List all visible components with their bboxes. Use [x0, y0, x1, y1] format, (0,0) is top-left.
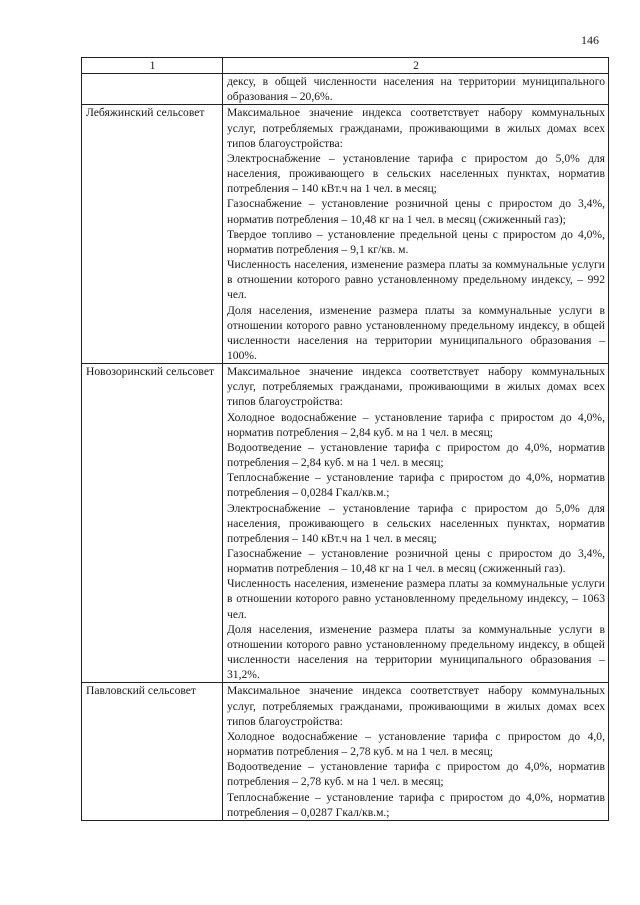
description-cell — [223, 683, 609, 820]
paragraph: Холодное водоснабжение – установление тарифа с приростом до 4,0%, норматив потребления – 2,84 куб. м на 1 чел. в месяц; — [227, 410, 605, 439]
paragraph: Твердое топливо – установление предельной цены с приростом до 4,0%, норматив потребления – 9,1 кг/кв. м. — [227, 227, 605, 256]
paragraph: Максимальное значение индекса соответствует набору коммунальных услуг, потребляемых гражданами, проживающими в жилых домах всех типов благоустройства: — [227, 365, 605, 409]
paragraph: Электроснабжение – установление тарифа с приростом до 5,0% для населения, проживающего в сельских населенных пунктах, норматив потребления – 140 кВт.ч на 1 чел. в месяц; — [227, 501, 605, 545]
table-row — [82, 683, 609, 820]
paragraph: Численность населения, изменение размера платы за коммунальные услуги в отношении которого равно установленному предельному индексу, – 1063 чел. — [227, 577, 605, 621]
paragraph: Холодное водоснабжение – установление тарифа с приростом до 4,0, норматив потребления – 2,78 куб. м на 1 чел. в месяц; — [227, 729, 605, 759]
table-row — [82, 74, 609, 105]
paragraph: Максимальное значение индекса соответствует набору коммунальных услуг, потребляемых гражданами, проживающими в жилых домах всех типов благоустройства: — [227, 106, 605, 150]
municipality-name — [82, 74, 223, 105]
description-cell — [223, 364, 609, 683]
paragraph: Газоснабжение – установление розничной цены с приростом до 3,4%, норматив потребления – 10,48 кг на 1 чел. в месяц (сжиженный газ). — [227, 547, 605, 576]
table-row — [82, 364, 609, 683]
table-row — [82, 105, 609, 364]
paragraph: Водоотведение – установление тарифа с приростом до 4,0%, норматив потребления – 2,78 куб. м на 1 чел. в месяц; — [227, 760, 605, 789]
column-header-1: 1 — [82, 58, 223, 74]
description-cell — [223, 105, 609, 364]
paragraph: Водоотведение – установление тарифа с приростом до 4,0%, норматив потребления – 2,84 куб. м на 1 чел. в месяц; — [227, 440, 605, 470]
description-cell — [223, 74, 609, 105]
paragraph: Теплоснабжение – установление тарифа с приростом до 4,0%, норматив потребления – 0,0284 Гкал/кв.м.; — [227, 471, 605, 500]
tariff-table — [81, 57, 609, 821]
paragraph: Теплоснабжение – установление тарифа с приростом до 4,0%, норматив потребления – 0,0287 Гкал/кв.м.; — [227, 790, 605, 819]
paragraph: Доля населения, изменение размера платы за коммунальные услуги в отношении которого равно установленному предельному индексу, в общей численности населения на территории муниципального образования – 31,2%. — [227, 622, 605, 682]
municipality-name: Павловский сельсовет — [86, 684, 196, 698]
paragraph: Электроснабжение – установление тарифа с приростом до 5,0% для населения, проживающего в сельских населенных пунктах, норматив потребления – 140 кВт.ч на 1 чел. в месяц; — [227, 151, 605, 196]
page-number: 146 — [581, 33, 599, 47]
paragraph: Максимальное значение индекса соответствует набору коммунальных услуг, потребляемых гражданами, проживающими в жилых домах всех типов благоустройства: — [227, 684, 605, 728]
municipality-name: Лебяжинский сельсовет — [86, 106, 205, 120]
municipality-name: Новозоринский сельсовет — [86, 365, 215, 379]
table-header-row — [82, 58, 609, 74]
paragraph: Газоснабжение – установление розничной цены с приростом до 3,4%, норматив потребления – 10,48 кг на 1 чел. в месяц (сжиженный газ); — [227, 197, 605, 226]
paragraph: Численность населения, изменение размера платы за коммунальные услуги в отношении которого равно установленному предельному индексу, – 992 чел. — [227, 258, 605, 302]
paragraph: дексу, в общей численности населения на территории муниципального образования – 20,6%. — [227, 75, 605, 104]
column-header-2: 2 — [223, 58, 609, 74]
paragraph: Доля населения, изменение размера платы за коммунальные услуги в отношении которого равно установленному предельному индексу, в общей численности населения на территории муниципального образования – 100%. — [227, 303, 605, 362]
